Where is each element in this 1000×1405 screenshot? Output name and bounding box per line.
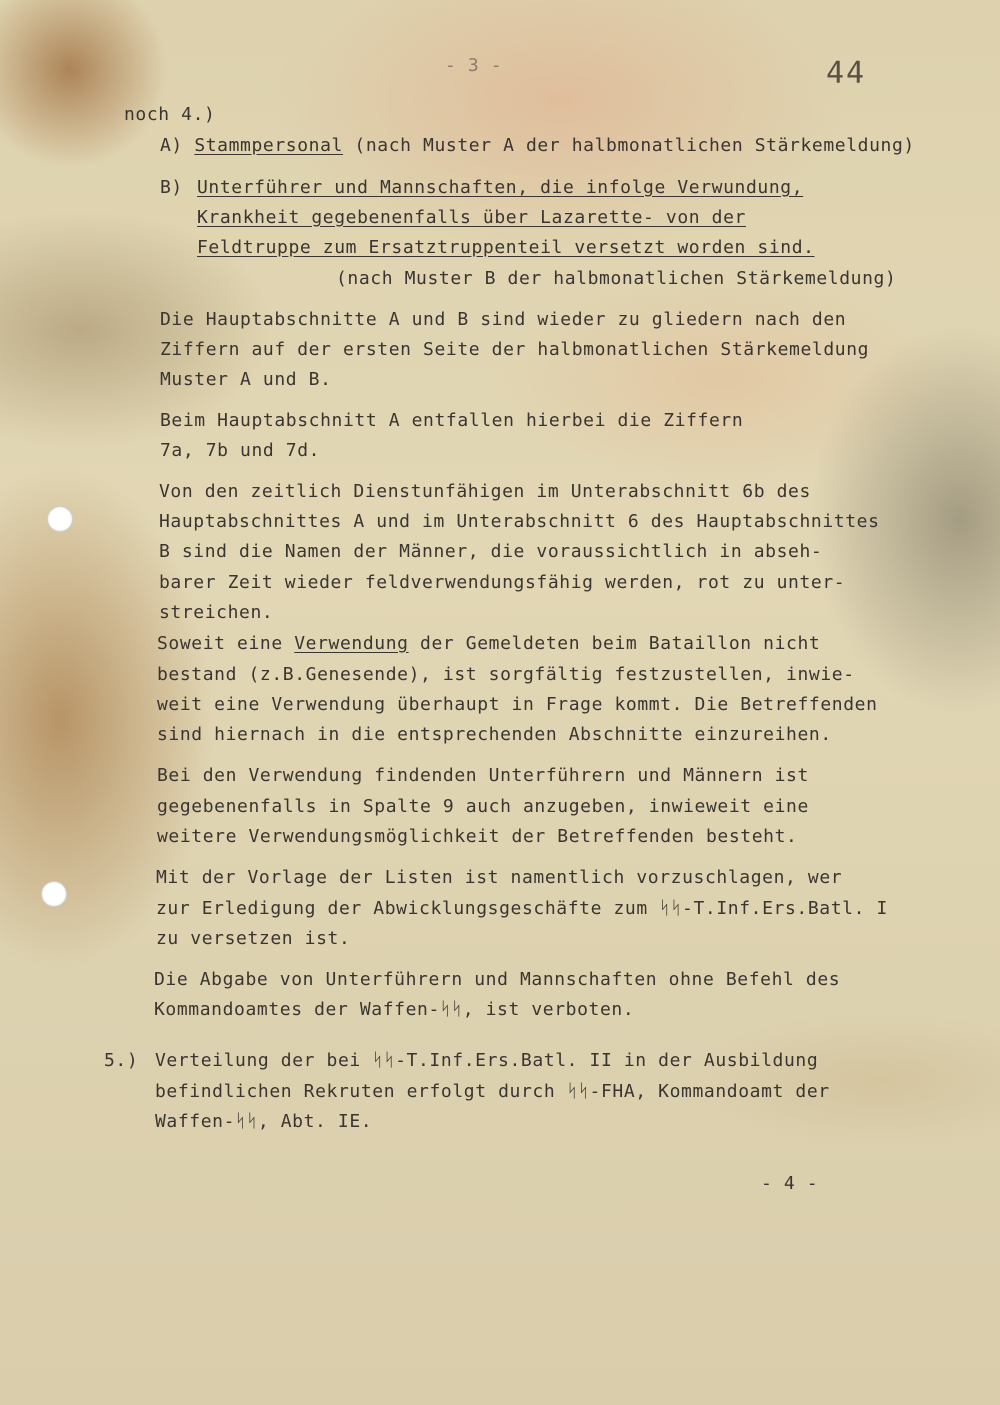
p5-line-1: Bei den Verwendung findenden Unterführern und Männern ist [157, 765, 809, 786]
item-5-label: 5.) [104, 1050, 139, 1071]
item-5-line-1: Verteilung der bei ᛋᛋ-T.Inf.Ers.Batl. II in der Ausbildung [155, 1050, 819, 1071]
p7-line-1: Die Abgabe von Unterführern und Mannschaften ohne Befehl des [154, 969, 841, 990]
p2-line-1: Beim Hauptabschnitt A entfallen hierbei die Ziffern [160, 410, 744, 431]
p6-line-3: zu versetzen ist. [156, 928, 351, 949]
page-marker: - 3 - [445, 55, 503, 76]
p1-line-1: Die Hauptabschnitte A und B sind wieder zu gliedern nach den [160, 309, 847, 330]
p3-line-3: B sind die Namen der Männer, die voraussichtlich in abseh- [159, 541, 823, 562]
item-b-label: B) [160, 177, 183, 198]
item-b-note: (nach Muster B der halbmonatlichen Stärkemeldung) [336, 268, 897, 289]
p5-line-3: weitere Verwendungsmöglichkeit der Betreffenden besteht. [157, 826, 798, 847]
item-a [160, 135, 915, 157]
folio-number: 44 [826, 56, 867, 91]
p4-line-1-post: der Gemeldeten beim Bataillon nicht [408, 633, 821, 654]
item-5-line-3: Waffen-ᛋᛋ, Abt. IE. [155, 1111, 373, 1132]
p1-line-3: Muster A und B. [160, 369, 332, 390]
p6-line-2: zur Erledigung der Abwicklungsgeschäfte zum ᛋᛋ-T.Inf.Ers.Batl. I [156, 898, 888, 919]
item-b-line-1: Unterführer und Mannschaften, die infolge Verwundung, [197, 177, 804, 198]
p3-line-4: barer Zeit wieder feldverwendungsfähig werden, rot zu unter- [159, 572, 846, 593]
p4-line-4: sind hiernach in die entsprechenden Abschnitte einzureihen. [157, 724, 832, 745]
p4-line-3: weit eine Verwendung überhaupt in Frage kommt. Die Betreffenden [157, 694, 878, 715]
p5-line-2: gegebenenfalls in Spalte 9 auch anzugeben, inwieweit eine [157, 796, 809, 817]
punch-hole-lower [41, 881, 67, 907]
p6-line-1: Mit der Vorlage der Listen ist namentlich vorzuschlagen, wer [156, 867, 843, 888]
next-page-marker: - 4 - [761, 1173, 819, 1194]
p4-underlined-word: Verwendung [294, 633, 409, 654]
item-b-line-2: Krankheit gegebenenfalls über Lazarette- von der [197, 207, 746, 228]
p4-line-1 [157, 633, 820, 655]
p7-line-2: Kommandoamtes der Waffen-ᛋᛋ, ist verboten. [154, 999, 635, 1020]
p4-line-1-pre: Soweit eine [157, 633, 295, 654]
p3-line-1: Von den zeitlich Dienstunfähigen im Unterabschnitt 6b des [159, 481, 811, 502]
section-continued: noch 4.) [124, 104, 216, 125]
item-a-note: (nach Muster A der halbmonatlichen Stärkemeldung) [343, 135, 915, 156]
p3-line-5: streichen. [159, 602, 274, 623]
p3-line-2: Hauptabschnittes A und im Unterabschnitt 6 des Hauptabschnittes [159, 511, 880, 532]
item-5-line-2: befindlichen Rekruten erfolgt durch ᛋᛋ-FHA, Kommandoamt der [155, 1081, 830, 1102]
punch-hole-upper [47, 506, 73, 532]
item-b-line-3: Feldtruppe zum Ersatztruppenteil versetzt worden sind. [197, 237, 815, 258]
item-a-label: A) [160, 135, 183, 156]
p1-line-2: Ziffern auf der ersten Seite der halbmonatlichen Stärkemeldung [160, 339, 870, 360]
p4-line-2: bestand (z.B.Genesende), ist sorgfältig festzustellen, inwie- [157, 664, 855, 685]
item-a-heading: Stammpersonal [194, 135, 343, 156]
p2-line-2: 7a, 7b und 7d. [160, 440, 321, 461]
